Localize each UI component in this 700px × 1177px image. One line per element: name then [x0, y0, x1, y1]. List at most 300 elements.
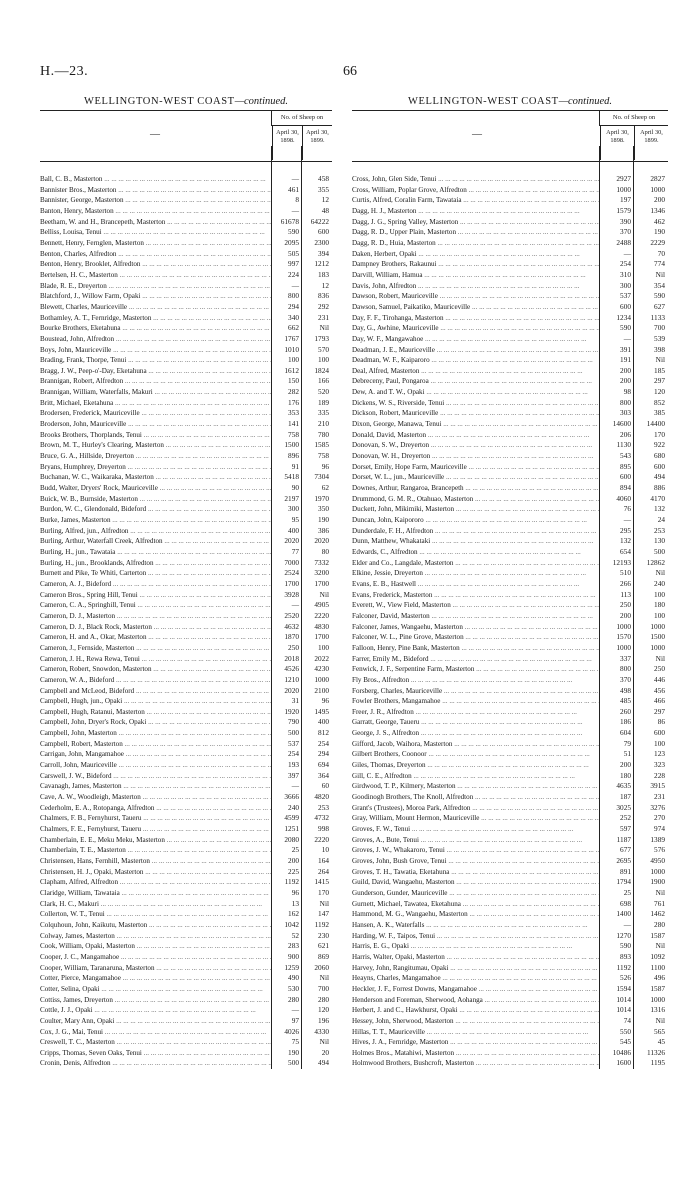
sheep-1898: 260	[620, 706, 631, 716]
sheep-1899: 190	[654, 227, 665, 237]
sheep-1898: 1870	[284, 632, 299, 642]
sheep-1898: 400	[288, 525, 299, 535]
sheep-1898: 545	[620, 1037, 631, 1047]
table-row	[40, 419, 332, 430]
owner-name: Donovan, S. W., Dreyerton ... .	[352, 440, 600, 451]
sheep-1899: 3276	[650, 802, 665, 812]
sheep-1898: —	[623, 333, 631, 343]
owner-name: Bruce, G. A., Hillside, Dreyerton ... .	[40, 451, 272, 462]
table-row	[352, 1016, 668, 1027]
sheep-1899: 2020	[314, 536, 329, 546]
table-row	[352, 526, 668, 537]
sheep-1898: 896	[288, 451, 299, 461]
table-row	[352, 568, 668, 579]
sheep-1898: 98	[623, 387, 631, 397]
sheep-1899: 4732	[314, 813, 329, 823]
owner-name: Burnett and Pike, Te Whiti, Carterton ... .	[40, 568, 272, 579]
table-row	[352, 995, 668, 1006]
sheep-1898: 252	[620, 813, 631, 823]
sheep-1899: 494	[654, 472, 665, 482]
table-row	[352, 483, 668, 494]
sheep-1899: 1462	[650, 909, 665, 919]
owner-name: Dawson, Robert, Mauriceville ... .	[352, 291, 600, 302]
table-row	[352, 654, 668, 665]
sheep-1898: 300	[288, 504, 299, 514]
sheep-1898: 3666	[284, 792, 299, 802]
table-row	[352, 238, 668, 249]
sheep-1899: 100	[318, 355, 329, 365]
sheep-1899: 1587	[650, 983, 665, 993]
sheep-1898: 498	[620, 685, 631, 695]
sheep-1898: 1192	[616, 962, 631, 972]
table-row	[40, 995, 332, 1006]
sheep-1898: 600	[620, 301, 631, 311]
sheep-1898: 4632	[284, 621, 299, 631]
owner-name: Dorset, W. L., jun., Mauriceville ... .	[352, 472, 600, 483]
table-row	[352, 462, 668, 473]
sheep-1899: 1000	[650, 642, 665, 652]
owner-name: Christensen, H. J., Opaki, Masterton ... .	[40, 867, 272, 878]
sheep-1898: 677	[620, 845, 631, 855]
sheep-1899: 974	[654, 824, 665, 834]
owner-name: Cottle, J. J., Opaki ... .	[40, 1005, 272, 1016]
sheep-1898: 197	[620, 195, 631, 205]
sheep-1898: 187	[620, 792, 631, 802]
sheep-1898: 1270	[616, 930, 631, 940]
table-row	[40, 941, 332, 952]
sheep-1898: 353	[288, 408, 299, 418]
column-rule	[599, 146, 600, 1069]
sheep-1898: 543	[620, 451, 631, 461]
sheep-1899: 627	[654, 301, 665, 311]
sheep-1898: 1000	[616, 642, 631, 652]
table-row	[352, 334, 668, 345]
owner-name: Benton, Henry, Brooklet, Alfredton ... .	[40, 259, 272, 270]
sheep-1898: 200	[288, 856, 299, 865]
sheep-count-label: No. of Sheep on	[599, 111, 668, 126]
table-row	[352, 185, 668, 196]
table-row	[352, 590, 668, 601]
sheep-1898: 2488	[616, 237, 631, 247]
owner-name: Gunderson, Gunder, Mauriceville ... .	[352, 888, 600, 899]
owner-name: Holmes Bros., Matahiwi, Masterton ... .	[352, 1048, 600, 1059]
owner-name: Holmwood Brothers, Bushcroft, Masterton ... .	[352, 1058, 600, 1069]
owner-name: Boustead, John, Alfredton ... .	[40, 334, 272, 345]
sheep-1899: 253	[318, 802, 329, 812]
table-row	[352, 813, 668, 824]
sheep-1898: 52	[291, 930, 299, 940]
sheep-1898: 510	[620, 568, 631, 578]
owner-name: Dunn, Matthew, Whakataki ... .	[352, 536, 600, 547]
table-row	[352, 291, 668, 302]
sheep-1898: 77	[291, 546, 299, 556]
owner-name: Cook, William, Opaki, Masterton ... .	[40, 941, 272, 952]
sheep-1899: 323	[654, 760, 665, 770]
sheep-1899: 183	[318, 269, 329, 279]
table-row	[40, 334, 332, 345]
owner-name: Hives, J. A., Fernridge, Masterton ... .	[352, 1037, 600, 1048]
sheep-1898: 590	[620, 323, 631, 333]
table-row	[352, 195, 668, 206]
owner-name: Dagg, J. G., Spring Valley, Masterton ... .	[352, 217, 600, 228]
sheep-1899: 1000	[650, 621, 665, 631]
sheep-1899: 1700	[314, 632, 329, 642]
sheep-1898: 51	[623, 749, 631, 759]
sheep-1898: 13	[291, 898, 299, 908]
table-row	[40, 739, 332, 750]
sheep-1899: 1793	[314, 333, 329, 343]
sheep-1899: 570	[318, 344, 329, 354]
owner-name: Harris, Walter, Opaki, Masterton ... .	[352, 952, 600, 963]
sheep-1898: 191	[620, 355, 631, 365]
sheep-1899: 210	[318, 419, 329, 429]
table-row	[40, 590, 332, 601]
left-rows	[40, 174, 332, 1069]
sheep-1899: 292	[318, 301, 329, 311]
sheep-1899: 1000	[650, 184, 665, 194]
table-row	[352, 579, 668, 590]
sheep-1898: 1767	[284, 333, 299, 343]
owner-name: Day, G., Awhine, Mauriceville ... .	[352, 323, 600, 334]
sheep-1899: 64222	[310, 216, 329, 226]
sheep-1899: 694	[318, 760, 329, 770]
sheep-1898: 283	[288, 941, 299, 951]
sheep-1898: 310	[620, 269, 631, 279]
table-row	[40, 366, 332, 377]
table-row	[352, 941, 668, 952]
sheep-1899: 998	[318, 824, 329, 834]
table-row	[352, 494, 668, 505]
owner-name: Blatchford, J., Willow Farm, Opaki ... .	[40, 291, 272, 302]
sheep-1899: 886	[654, 483, 665, 493]
sheep-1898: 250	[288, 642, 299, 652]
sheep-1898: 1594	[616, 983, 631, 993]
table-row	[352, 622, 668, 633]
table-row	[40, 504, 332, 515]
owner-name: Duncan, John, Kaipororo ... .	[352, 515, 600, 526]
owner-name: Heckler, J. F., Forrest Downs, Mangamahoe ... .	[352, 984, 600, 995]
sheep-1898: 162	[288, 909, 299, 919]
sheep-1899: 147	[318, 909, 329, 919]
owner-name: Dickens, W. S., Riverside, Tenui ... .	[352, 398, 600, 409]
owner-name: George, J. S., Alfredton ... .	[352, 728, 600, 739]
sheep-1898: 537	[620, 291, 631, 301]
owner-name: Campbell, Robert, Masterton ... .	[40, 739, 272, 750]
owner-name: Christensen, Hans, Fernhill, Masterton ... .	[40, 856, 272, 867]
sheep-1899: Nil	[319, 589, 329, 599]
table-row	[40, 760, 332, 771]
sheep-1899: 86	[657, 717, 665, 727]
table-row	[352, 952, 668, 963]
table-row	[40, 270, 332, 281]
sheep-1899: 180	[654, 600, 665, 610]
sheep-1899: 96	[321, 461, 329, 471]
sheep-1899: 294	[318, 749, 329, 759]
sheep-1899: Nil	[655, 1015, 665, 1025]
sheep-1899: 1100	[650, 962, 665, 972]
sheep-1899: 462	[654, 216, 665, 226]
owner-name: Hansen, A. K., Waterfalls ... .	[352, 920, 600, 931]
owner-name: Donald, David, Masterton ... .	[352, 430, 600, 441]
table-row	[352, 835, 668, 846]
sheep-1899: 230	[318, 930, 329, 940]
sheep-1899: 680	[654, 451, 665, 461]
sheep-1899: 4830	[314, 621, 329, 631]
table-row	[40, 899, 332, 910]
sheep-1898: 180	[620, 770, 631, 780]
sheep-1898: 1579	[616, 205, 631, 215]
year-1899-header: April 30, 1899.	[634, 126, 668, 160]
sheep-1898: 1500	[284, 440, 299, 450]
sheep-1899: 2300	[314, 237, 329, 247]
sheep-1898: 200	[620, 610, 631, 620]
sheep-1899: 4950	[650, 856, 665, 865]
table-row	[352, 387, 668, 398]
owner-name: Cripps, Thomas, Seven Oaks, Tenui ... .	[40, 1048, 272, 1059]
owner-name: Elder and Co., Langdale, Masterton ... .	[352, 558, 600, 569]
sheep-1899: Nil	[655, 887, 665, 897]
owner-name: Cameron, W. A., Bideford ... .	[40, 675, 272, 686]
owner-name: Burling, H., jun., Tawataia ... .	[40, 547, 272, 558]
table-row	[352, 717, 668, 728]
sheep-1898: 1794	[616, 877, 631, 887]
owner-name: Cotter, Pierce, Mangamahoe ... .	[40, 973, 272, 984]
owner-name: Campbell, Hugh, jun., Opaki ... .	[40, 696, 272, 707]
owner-name: Brodersen, Frederick, Mauriceville ... .	[40, 408, 272, 419]
sheep-1899: 1346	[650, 205, 665, 215]
sheep-1899: 1316	[650, 1005, 665, 1015]
table-row	[352, 504, 668, 515]
table-row	[352, 867, 668, 878]
sheep-1898: —	[291, 1005, 299, 1015]
table-row	[352, 345, 668, 356]
owner-name: Dagg, H. J., Masterton ... .	[352, 206, 600, 217]
owner-name: Blade, R. E., Dreyerton ... .	[40, 281, 272, 292]
sheep-1899: 231	[318, 312, 329, 322]
table-row	[352, 547, 668, 558]
table-row	[352, 206, 668, 217]
owner-name: Freer, J. R., Alfredton ... .	[352, 707, 600, 718]
table-row	[352, 430, 668, 441]
owner-name: Cameron, H. and A., Okar, Masterton ... .	[40, 632, 272, 643]
table-row	[40, 1016, 332, 1027]
owner-name: Dunderdale, F. H., Alfredton ... .	[352, 526, 600, 537]
sheep-1899: 270	[654, 813, 665, 823]
sheep-1899: 354	[654, 280, 665, 290]
table-row	[352, 824, 668, 835]
table-row	[352, 408, 668, 419]
column-rule	[271, 146, 272, 1069]
sheep-1898: 2695	[616, 856, 631, 865]
owner-name: Broderson, John, Mauriceville ... .	[40, 419, 272, 430]
sheep-1899: 590	[654, 291, 665, 301]
table-row	[352, 707, 668, 718]
sheep-1898: 1234	[616, 312, 631, 322]
sheep-1899: 774	[654, 259, 665, 269]
sheep-1898: —	[291, 174, 299, 183]
owner-name: Farrer, Emily M., Bideford ... .	[352, 654, 600, 665]
sheep-1899: 185	[654, 365, 665, 375]
sheep-1899: 600	[318, 227, 329, 237]
owner-name: Harding, W. F., Taipos, Tenui ... .	[352, 931, 600, 942]
sheep-1898: 590	[620, 941, 631, 951]
sheep-1899: 1824	[314, 365, 329, 375]
table-row	[352, 1005, 668, 1016]
sheep-1899: 1000	[314, 674, 329, 684]
sheep-1898: 1000	[616, 184, 631, 194]
owner-name: Bannister, George, Masterton ... .	[40, 195, 272, 206]
name-column-dash: —	[472, 129, 482, 140]
owner-name: Cottiss, James, Dreyerton ... .	[40, 995, 272, 1006]
table-row	[352, 909, 668, 920]
sheep-1899: 4905	[314, 600, 329, 610]
owner-name: Cross, William, Poplar Grove, Alfredton ... .	[352, 185, 600, 196]
sheep-1899: 355	[318, 184, 329, 194]
sheep-1899: Nil	[655, 941, 665, 951]
owner-name: Drummond, G. M. R., Otahuao, Masterton ... .	[352, 494, 600, 505]
sheep-1898: 141	[288, 419, 299, 429]
sheep-1898: 526	[620, 973, 631, 983]
sheep-1899: 100	[654, 738, 665, 748]
owner-name: Belliss, Louisa, Tenui ... .	[40, 227, 272, 238]
sheep-1898: 113	[620, 589, 631, 599]
sheep-1899: 45	[657, 1037, 665, 1047]
table-row	[40, 664, 332, 675]
owner-name: Dawson, Samuel, Paikatiko, Mauriceville ... .	[352, 302, 600, 313]
table-row	[352, 632, 668, 643]
sheep-1899: 836	[318, 291, 329, 301]
table-row	[40, 1027, 332, 1038]
sheep-1898: 2080	[284, 834, 299, 844]
owner-name: Collerton, W. T., Tenui ... .	[40, 909, 272, 920]
owner-name: Bourke Brothers, Eketahuna ... .	[40, 323, 272, 334]
owner-name: Day, W. F., Mangawahoe ... .	[352, 334, 600, 345]
sheep-1899: 2827	[650, 174, 665, 183]
sheep-1898: 500	[288, 728, 299, 738]
sheep-1899: 297	[654, 376, 665, 386]
sheep-1899: 1212	[314, 259, 329, 269]
sheep-1898: 800	[288, 291, 299, 301]
sheep-1898: 25	[623, 887, 631, 897]
sheep-1898: 74	[623, 1015, 631, 1025]
owner-name: Duckett, John, Mikimiki, Masterton ... .	[352, 504, 600, 515]
sheep-1898: 4026	[284, 1026, 299, 1036]
owner-name: Burdon, W. C., Glendonald, Bideford ... .	[40, 504, 272, 515]
owner-name: Daken, Herbert, Opaki ... .	[352, 249, 600, 260]
owner-name: Gill, C. E., Alfredton ... .	[352, 771, 600, 782]
owner-name: Brannigan, Robert, Alfredton ... .	[40, 376, 272, 387]
sheep-1899: Nil	[655, 653, 665, 663]
table-row	[40, 217, 332, 228]
owner-name: Cavanagh, James, Masterton ... .	[40, 781, 272, 792]
owner-name: Cameron, J., Fernside, Masterton ... .	[40, 643, 272, 654]
table-row	[352, 749, 668, 760]
sheep-1899: 385	[654, 408, 665, 418]
sheep-1898: 1130	[616, 440, 631, 450]
sheep-1899: 96	[321, 696, 329, 706]
sheep-1899: 3200	[314, 568, 329, 578]
table-row	[40, 984, 332, 995]
owner-name: Buick, W. B., Burnside, Masterton ... .	[40, 494, 272, 505]
table-row	[352, 931, 668, 942]
sheep-1899: 100	[318, 642, 329, 652]
sheep-1898: 5418	[284, 472, 299, 482]
owner-name: Cameron, D. J., Masterton ... .	[40, 611, 272, 622]
table-row	[352, 313, 668, 324]
sheep-1899: 576	[654, 845, 665, 855]
sheep-1899: 700	[654, 323, 665, 333]
sheep-1898: 662	[288, 323, 299, 333]
owner-name: Dorset, Emily, Hope Farm, Mauriceville ... .	[352, 462, 600, 473]
table-row	[352, 440, 668, 451]
sheep-1899: 500	[654, 546, 665, 556]
table-row	[352, 984, 668, 995]
sheep-1899: 280	[654, 919, 665, 929]
sheep-1898: 893	[620, 951, 631, 961]
sheep-1898: 303	[620, 408, 631, 418]
owner-name: Deadman, J. E., Mauriceville ... .	[352, 345, 600, 356]
sheep-1898: 461	[288, 184, 299, 194]
owner-name: Dagg, R. D., Huia, Masterton ... .	[352, 238, 600, 249]
table-row	[352, 302, 668, 313]
sheep-1899: 494	[318, 1058, 329, 1068]
sheep-1899: 11326	[647, 1047, 665, 1057]
owner-name: Deal, Alfred, Masterton ... .	[352, 366, 600, 377]
table-row	[40, 387, 332, 398]
sheep-1899: 120	[318, 1005, 329, 1015]
sheep-1899: 520	[318, 387, 329, 397]
owner-name: Clapham, Alfred, Alfredton ... .	[40, 877, 272, 888]
sheep-1898: 1210	[284, 674, 299, 684]
sheep-1899: 600	[654, 728, 665, 738]
owner-name: Fenwick, J. F., Serpentine Farm, Masterton ... .	[352, 664, 600, 675]
sheep-1899: 1585	[314, 440, 329, 450]
sheep-1899: 120	[654, 387, 665, 397]
owner-name: Campbell, John, Masterton ... .	[40, 728, 272, 739]
sheep-1899: 250	[654, 664, 665, 674]
sheep-1898: 12193	[612, 557, 631, 567]
table-row	[352, 227, 668, 238]
owner-name: Gilbert Brothers, Coonoor ... .	[352, 749, 600, 760]
page-number: 66	[343, 64, 357, 79]
owner-name: Evans, E. B., Hastwell ... .	[352, 579, 600, 590]
sheep-1899: 1587	[650, 930, 665, 940]
sheep-1898: 8	[295, 195, 299, 205]
table-row	[352, 920, 668, 931]
table-row	[40, 408, 332, 419]
table-row	[40, 302, 332, 313]
table-row	[40, 686, 332, 697]
owner-name: Cederholm, E. A., Rotopanga, Alfredton ... .	[40, 803, 272, 814]
table-row	[352, 771, 668, 782]
sheep-1898: 758	[288, 429, 299, 439]
table-row	[352, 664, 668, 675]
owner-name: Bannister Bros., Masterton ... .	[40, 185, 272, 196]
table-row	[40, 259, 332, 270]
table-row	[40, 781, 332, 792]
sheep-1899: 1000	[650, 866, 665, 876]
sheep-1898: 500	[288, 1058, 299, 1068]
table-row	[352, 792, 668, 803]
owner-name: Girdwood, T. P., Kilmery, Masterton ... .	[352, 781, 600, 792]
table-row	[40, 920, 332, 931]
owner-name: Grant's (Trustees), Moroa Park, Alfredton ... .	[352, 803, 600, 814]
sheep-1899: 761	[654, 898, 665, 908]
sheep-1899: 758	[318, 451, 329, 461]
sheep-1899: 170	[654, 429, 665, 439]
sheep-1898: —	[623, 515, 631, 524]
owner-name: Downes, Arthur, Rangaroa, Brancepeth ... .	[352, 483, 600, 494]
